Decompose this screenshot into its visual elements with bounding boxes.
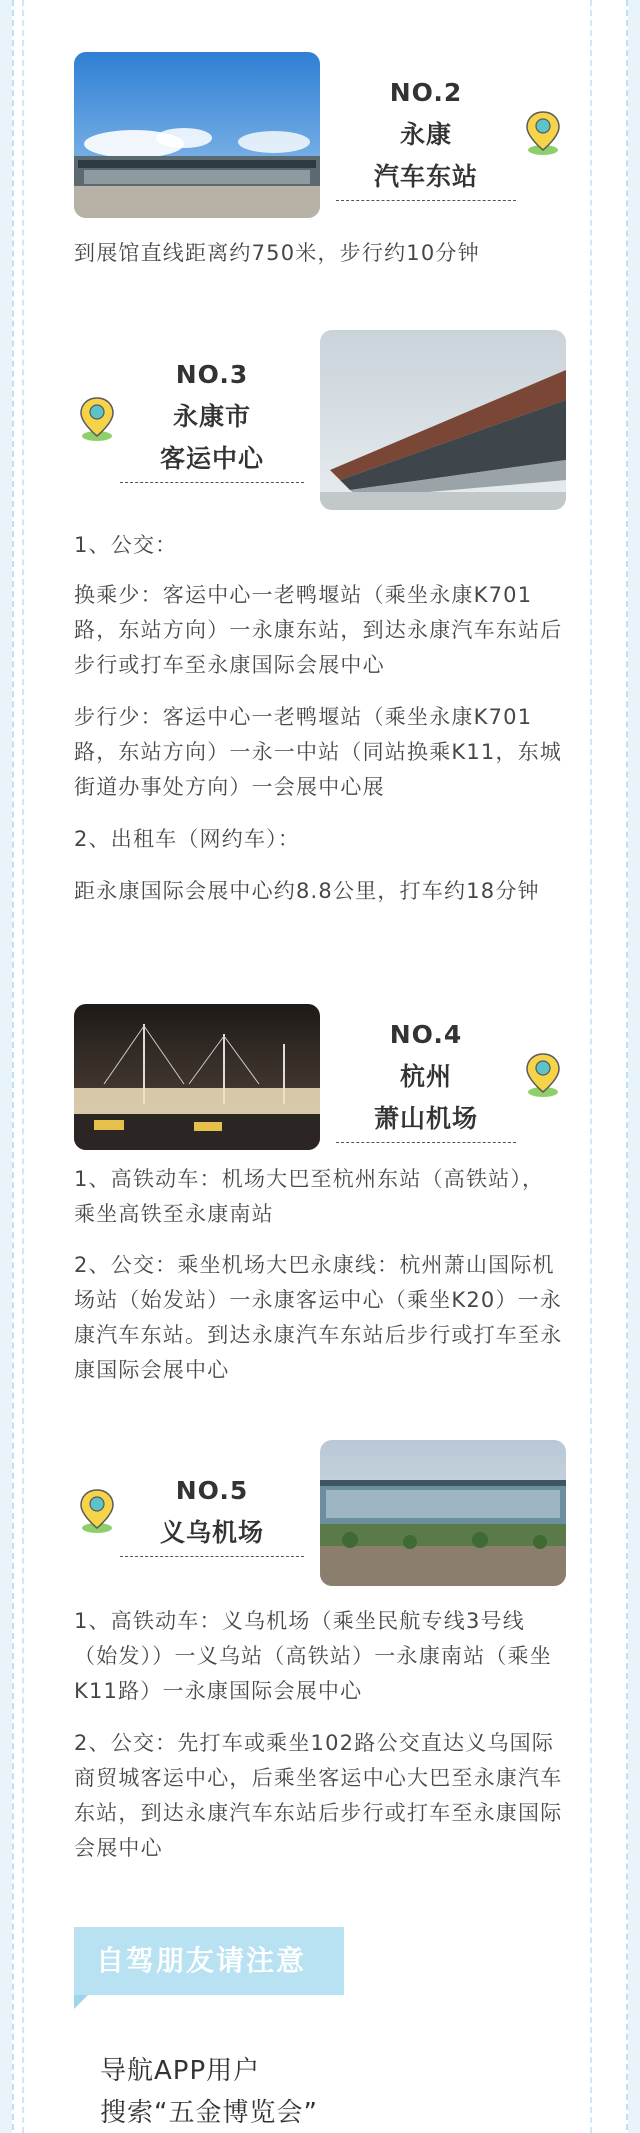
title-underline: [336, 1142, 516, 1143]
station-photo-no5: [320, 1440, 566, 1586]
nav-line2: 搜索“五金博览会”: [100, 2098, 318, 2128]
station-name-line2: 客运中心: [159, 444, 264, 473]
taxi-distance-text: 距永康国际会展中心约8.8公里，打车约18分钟: [74, 879, 540, 903]
banner-tail: [74, 1995, 88, 2009]
station-name-line2: 汽车东站: [373, 162, 478, 191]
title-underline: [336, 200, 516, 201]
right-divider: [590, 0, 592, 2133]
station-title-no2: [336, 72, 516, 201]
title-underline: [120, 1556, 304, 1557]
title-underline: [120, 482, 304, 483]
location-pin-icon: [78, 394, 116, 442]
yiwu-bus-text: 2、公交：先打车或乘坐102路公交直达义乌国际商贸城客运中心，后乘坐客运中心大巴至永康汽车东站，到达永康汽车东站后步行或打车至永康国际会展中心: [74, 1731, 563, 1860]
banner-label: 自驾朋友请注意: [96, 1944, 307, 1977]
nav-line1: 导航APP用户: [100, 2056, 261, 2086]
station-title-no5: [120, 1470, 304, 1557]
station-name-line1: 杭州: [399, 1062, 452, 1091]
station-photo-no3: [320, 330, 566, 510]
station-name-line1: 永康市: [172, 402, 251, 431]
station-title-no4: [336, 1014, 516, 1143]
station-number: NO.4: [389, 1020, 463, 1049]
station-name-line2: 萧山机场: [373, 1104, 478, 1133]
transfer-less-text: 换乘少：客运中心一老鸭堰站（乘坐永康K701路，东站方向）一永康东站，到达永康汽车东站后步行或打车至永康国际会展中心: [74, 583, 563, 677]
bus-heading: 1、公交：: [74, 533, 178, 557]
station-number: NO.3: [175, 360, 249, 389]
location-pin-icon: [524, 108, 562, 156]
station-number: NO.2: [389, 78, 463, 107]
station-number: NO.5: [175, 1476, 249, 1505]
station-name-line1: 义乌机场: [159, 1518, 264, 1547]
station-photo-no2: [74, 52, 320, 218]
walk-less-text: 步行少：客运中心一老鸭堰站（乘坐永康K701路，东站方向）一永一中站（同站换乘K11，东城街道办事处方向）一会展中心展: [74, 705, 563, 799]
station-title-no3: [120, 354, 304, 483]
location-pin-icon: [78, 1486, 116, 1534]
self-drive-banner: [74, 1927, 344, 1995]
left-divider: [22, 0, 24, 2133]
station-name-line1: 永康: [399, 120, 452, 149]
airport-bus-text: 2、公交：乘坐机场大巴永康线：杭州萧山国际机场站（始发站）一永康客运中心（乘坐K20）一永康汽车东站。到达永康汽车东站后步行或打车至永康国际会展中心: [74, 1253, 563, 1382]
yiwu-rail-text: 1、高铁动车：义乌机场（乘坐民航专线3号线（始发））一义乌站（高铁站）一永康南站（乘坐K11路）一永康国际会展中心: [74, 1609, 552, 1703]
highspeed-rail-text: 1、高铁动车：机场大巴至杭州东站（高铁站），乘坐高铁至永康南站: [74, 1167, 545, 1226]
distance-text: 到展馆直线距离约750米，步行约10分钟: [74, 241, 480, 265]
station-photo-no4: [74, 1004, 320, 1150]
taxi-heading: 2、出租车（网约车）：: [74, 827, 301, 851]
location-pin-icon: [524, 1050, 562, 1098]
